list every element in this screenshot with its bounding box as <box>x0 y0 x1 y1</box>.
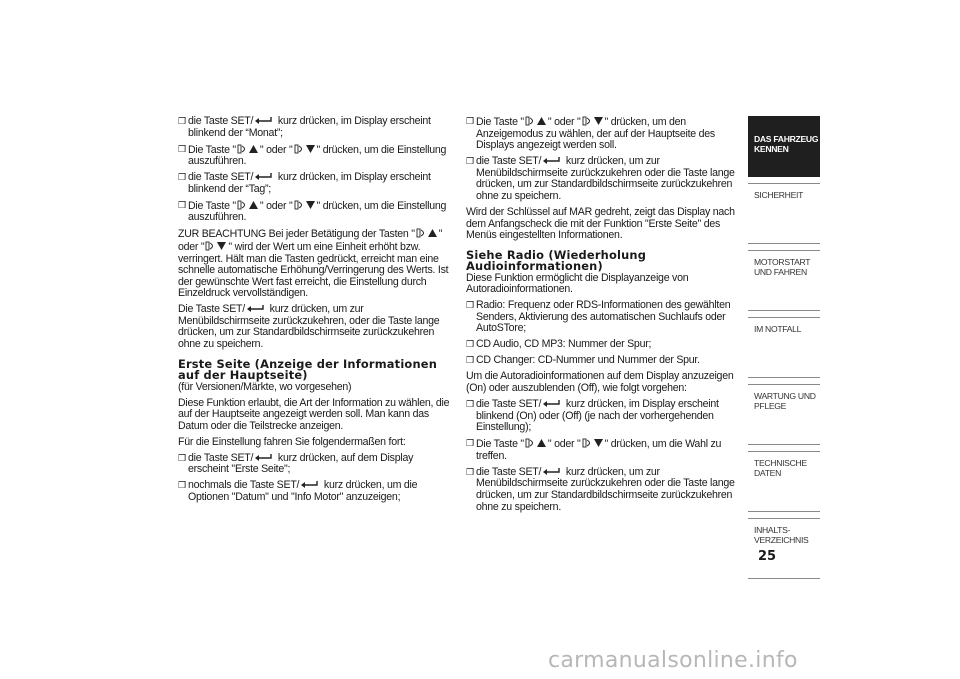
enter-return-icon <box>254 172 274 181</box>
enter-return-icon <box>542 467 562 476</box>
page-number: 25 <box>758 549 777 564</box>
text-run: Die Taste " <box>188 199 236 212</box>
text-run: kurz drücken, im Display erscheint blinkend der “Tag”; <box>188 171 431 195</box>
text-run: Für die Einstellung fahren Sie folgendermaßen fort: <box>178 435 406 448</box>
right-column <box>466 116 738 518</box>
paragraph <box>178 437 450 449</box>
text-run: die Taste SET/ <box>188 451 254 464</box>
chapter-tabs <box>748 116 820 585</box>
bullet-checkbox-icon: ❒ <box>178 199 186 210</box>
section-heading: Siehe Radio (Wiederholung Audioinformationen) <box>466 247 647 273</box>
text-run: Um die Autoradioinformationen auf dem Display anzuzeigen (On) oder auszublenden (Off), wie folgt vorgehen: <box>466 370 734 395</box>
text-run: kurz drücken, im Display erscheint blinkend der “Monat”; <box>188 115 431 139</box>
down-arrow-key-icon <box>294 144 316 154</box>
list-item <box>178 144 450 168</box>
text-run: " drücken, um die Einstellung auszuführen. <box>188 199 447 224</box>
up-arrow-key-icon <box>416 228 438 238</box>
list-item <box>466 156 738 202</box>
text-run: (für Versionen/Märkte, wo vorgesehen) <box>178 380 352 393</box>
text-run: Diese Funktion erlaubt, die Art der Information zu wählen, die auf der Hauptseite angezeigt werden soll. Man kann das Datum oder die Teilstrecke anzeigen. <box>178 396 450 432</box>
text-run: " drücken, um die Wahl zu treffen. <box>476 438 722 462</box>
tab-technische-daten[interactable]: TECHNISCHE DATEN <box>748 451 820 512</box>
enter-return-icon <box>300 480 320 489</box>
bullet-checkbox-icon: ❒ <box>466 156 474 167</box>
tab-inhaltsverzeichnis[interactable]: INHALTS-VERZEICHNIS <box>748 518 820 579</box>
text-run: Radio: Frequenz oder RDS-Informationen des gewählten Senders, Aktivierung des automatischen Suchlaufs oder AutoSTore; <box>476 299 731 335</box>
up-arrow-key-icon <box>237 200 259 210</box>
text-run: kurz drücken, im Display erscheint blinkend (On) oder (Off) (je nach der vorhergehenden Einstellung); <box>476 398 719 434</box>
text-run: " oder " <box>259 199 293 212</box>
paragraph <box>178 398 450 433</box>
enter-return-icon <box>254 116 274 125</box>
text-run: " drücken, um die Einstellung auszuführen. <box>188 143 447 168</box>
down-arrow-key-icon <box>582 438 604 448</box>
paragraph <box>178 304 450 350</box>
enter-return-icon <box>254 453 274 462</box>
bullet-checkbox-icon: ❒ <box>178 143 186 154</box>
list-item <box>466 116 738 152</box>
list-item <box>178 172 450 195</box>
paragraph <box>178 382 450 394</box>
down-arrow-key-icon <box>294 200 316 210</box>
bullet-checkbox-icon: ❒ <box>178 172 186 183</box>
text-run: kurz drücken, um die Optionen "Datum" und "Info Motor" anzuzeigen; <box>188 479 418 503</box>
text-run: CD Audio, CD MP3: Nummer der Spur; <box>476 338 652 351</box>
text-run: Diese Funktion ermöglicht die Displayanzeige von Autoradioinformationen. <box>466 271 689 296</box>
text-run: die Taste SET/ <box>188 115 254 127</box>
down-arrow-key-icon <box>205 241 227 251</box>
list-item <box>178 453 450 476</box>
bullet-checkbox-icon: ❒ <box>178 452 186 463</box>
text-run: nochmals die Taste SET/ <box>188 479 300 492</box>
bullet-checkbox-icon: ❒ <box>466 355 474 366</box>
down-arrow-key-icon <box>582 116 604 126</box>
bullet-checkbox-icon: ❒ <box>466 438 474 449</box>
text-run: " wird der Wert um eine Einheit erhöht bzw. verringert. Hält man die Tasten gedrückt, erreicht man eine schnelle automatische Erhöhung/Verringerung des Werts. Ist der gewünschte Wert fast erreicht, die Einstellung durch Einzeldruck vervollständigen. <box>178 240 449 300</box>
list-item <box>466 399 738 434</box>
bullet-checkbox-icon: ❒ <box>178 116 186 126</box>
tab-im-notfall[interactable]: IM NOTFALL <box>748 317 820 378</box>
list-item <box>178 200 450 224</box>
text-run: die Taste SET/ <box>476 465 542 478</box>
text-run: die Taste SET/ <box>476 155 542 168</box>
text-run: Die Taste " <box>476 438 524 451</box>
paragraph <box>466 371 738 394</box>
paragraph <box>178 228 450 300</box>
paragraph <box>466 273 738 296</box>
text-run: Wird der Schlüssel auf MAR gedreht, zeigt das Display nach dem Anfangscheck die mit der Funktion "Erste Seite" des Menüs eingestellten Informationen. <box>466 205 735 242</box>
text-run: ZUR BEACHTUNG Bei jeder Betätigung der Tasten " <box>178 228 415 241</box>
list-item <box>466 355 738 367</box>
list-item <box>178 116 450 139</box>
up-arrow-key-icon <box>525 438 547 448</box>
text-run: Die Taste " <box>476 116 524 128</box>
enter-return-icon <box>542 156 562 165</box>
list-item <box>466 438 738 462</box>
list-item <box>466 467 738 513</box>
up-arrow-key-icon <box>237 144 259 154</box>
text-run: kurz drücken, um zur Menübildschirmseite zurückzukehren oder die Taste lange drücken, um zur Standardbildschirmseite zurückzukehren ohne zu speichern. <box>476 155 735 202</box>
tab-sicherheit[interactable]: SICHERHEIT <box>748 183 820 244</box>
list-item <box>466 339 738 351</box>
bullet-checkbox-icon: ❒ <box>466 466 474 477</box>
text-run: " oder " <box>547 116 581 128</box>
text-run: die Taste SET/ <box>188 171 254 184</box>
enter-return-icon <box>542 399 562 408</box>
tab-wartung-und-pflege[interactable]: WARTUNG UND PFLEGE <box>748 384 820 445</box>
up-arrow-key-icon <box>525 116 547 126</box>
bullet-checkbox-icon: ❒ <box>466 300 474 311</box>
bullet-checkbox-icon: ❒ <box>466 116 474 126</box>
text-run: die Taste SET/ <box>476 398 542 411</box>
text-run: kurz drücken, auf dem Display erscheint "Erste Seite"; <box>188 451 414 476</box>
text-run: kurz drücken, um zur Menübildschirmseite zurückzukehren, oder die Taste lange drücken, um zur Standardbildschirmseite zurückzukehren ohne zu speichern. <box>178 303 440 351</box>
bullet-checkbox-icon: ❒ <box>178 480 186 491</box>
text-run: Die Taste SET/ <box>178 303 245 316</box>
bullet-checkbox-icon: ❒ <box>466 339 474 350</box>
text-run: CD Changer: CD-Nummer und Nummer der Spur. <box>476 354 700 367</box>
section-heading: Erste Seite (Anzeige der Informationen auf der Hauptseite) <box>178 356 438 382</box>
paragraph <box>466 207 738 242</box>
left-column <box>178 116 450 508</box>
tab-das-fahrzeug-kennen[interactable]: DAS FAHRZEUG KENNEN <box>748 116 820 177</box>
watermark: carmanualsonline.info <box>548 648 798 673</box>
text-run: Die Taste " <box>188 143 236 156</box>
text-run: kurz drücken, um zur Menübildschirmseite zurückzukehren oder die Taste lange drücken, um zur Standardbildschirmseite zurückzukehren ohne zu speichern. <box>476 465 735 513</box>
bullet-checkbox-icon: ❒ <box>466 399 474 410</box>
text-run: " oder " <box>547 438 581 451</box>
text-run: " oder " <box>259 143 293 156</box>
enter-return-icon <box>246 304 266 313</box>
text-run: " drücken, um den Anzeigemodus zu wählen, der auf der Hauptseite des Displays angezeigt werden soll. <box>476 116 715 152</box>
list-item <box>466 300 738 335</box>
text-run: " oder " <box>178 228 443 253</box>
tab-motorstart-und-fahren[interactable]: MOTORSTART UND FAHREN <box>748 250 820 311</box>
list-item <box>178 480 450 503</box>
